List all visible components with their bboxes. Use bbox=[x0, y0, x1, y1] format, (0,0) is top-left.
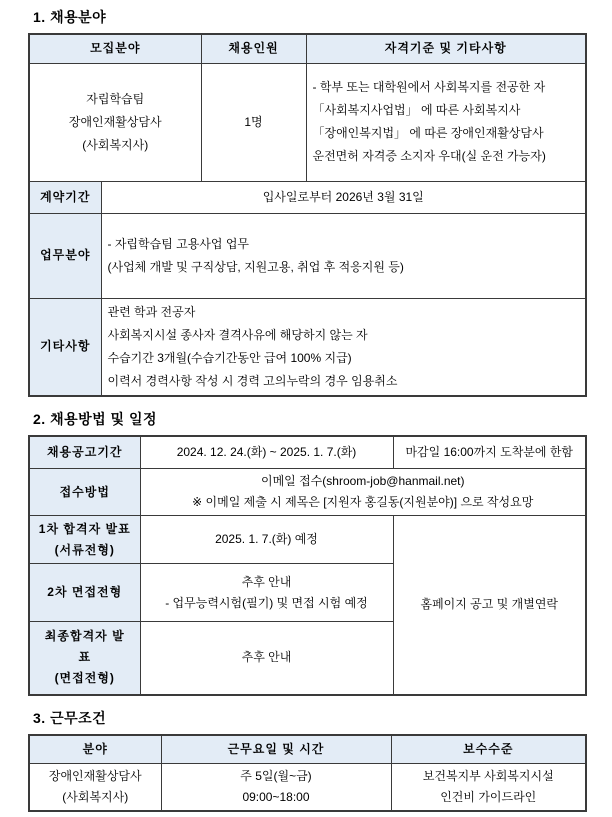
col-header-field: 모집분야 bbox=[29, 34, 201, 63]
col-header-qualifications: 자격기준 및 기타사항 bbox=[306, 34, 586, 63]
cell-work-field: 장애인재활상담사 (사회복지사) bbox=[29, 764, 161, 812]
table-header-row bbox=[29, 34, 586, 63]
cell-recruit-count: 1명 bbox=[201, 63, 306, 181]
row-label-second-interview: 2차 면접전형 bbox=[29, 564, 140, 622]
col-header-pay-level: 보수수준 bbox=[391, 735, 586, 764]
table-row bbox=[29, 764, 586, 812]
table-row bbox=[29, 469, 586, 516]
row-label-other-notes: 기타사항 bbox=[29, 298, 101, 396]
cell-first-pass-date: 2025. 1. 7.(화) 예정 bbox=[140, 516, 393, 564]
cell-work-hours: 주 5일(월~금) 09:00~18:00 bbox=[161, 764, 391, 812]
cell-deadline-note: 마감일 16:00까지 도착분에 한함 bbox=[393, 436, 586, 469]
col-header-count: 채용인원 bbox=[201, 34, 306, 63]
row-label-announcement-period: 채용공고기간 bbox=[29, 436, 140, 469]
cell-recruit-field: 자립학습팀 장애인재활상담사 (사회복지사) bbox=[29, 63, 201, 181]
table-header-row bbox=[29, 735, 586, 764]
cell-announcement-dates: 2024. 12. 24.(화) ~ 2025. 1. 7.(화) bbox=[140, 436, 393, 469]
table-row bbox=[29, 516, 586, 564]
cell-notice-method: 홈페이지 공고 및 개별연락 bbox=[393, 516, 586, 695]
row-label-duties: 업무분야 bbox=[29, 213, 101, 298]
cell-second-interview-info: 추후 안내 - 업무능력시험(필기) 및 면접 시험 예정 bbox=[140, 564, 393, 622]
table-row bbox=[29, 213, 586, 298]
cell-qualifications: - 학부 또는 대학원에서 사회복지를 전공한 자 「사회복지사업법」 에 따른 사회복지사 「장애인복지법」 에 따른 장애인재활상담사 운전면허 자격증 소지자 우대(실 운전 가능자) bbox=[306, 63, 586, 181]
table-row bbox=[29, 181, 586, 213]
col-header-work-hours: 근무요일 및 시간 bbox=[161, 735, 391, 764]
col-header-work-field: 분야 bbox=[29, 735, 161, 764]
cell-duties: - 자립학습팀 고용사업 업무 (사업체 개발 및 구직상담, 지원고용, 취업 후 적응지원 등) bbox=[101, 213, 586, 298]
cell-other-notes: 관련 학과 전공자 사회복지시설 종사자 결격사유에 해당하지 않는 자 수습기간 3개월(수습기간동안 급여 100% 지급) 이력서 경력사항 작성 시 경력 고의누락의 경우 임용취소 bbox=[101, 298, 586, 396]
section2-title: 2. 채용방법 및 일정 bbox=[33, 410, 158, 427]
table-row bbox=[29, 298, 586, 396]
row-label-first-pass: 1차 합격자 발표 (서류전형) bbox=[29, 516, 140, 564]
cell-final-pass-info: 추후 안내 bbox=[140, 622, 393, 695]
section3-title: 3. 근무조건 bbox=[33, 709, 107, 726]
cell-pay-level: 보건복지부 사회복지시설 인건비 가이드라인 bbox=[391, 764, 586, 812]
row-label-contract-period: 계약기간 bbox=[29, 181, 101, 213]
section1-title: 1. 채용분야 bbox=[33, 9, 107, 25]
row-label-application-method: 접수방법 bbox=[29, 469, 140, 516]
cell-contract-period: 입사일로부터 2026년 3월 31일 bbox=[101, 181, 586, 213]
recruitment-schedule-table bbox=[28, 435, 587, 696]
cell-application-method: 이메일 접수(shroom-job@hanmail.net) ※ 이메일 제출 시 제목은 [지원자 홍길동(지원분야)] 으로 작성요망 bbox=[140, 469, 586, 516]
working-conditions-table bbox=[28, 734, 587, 813]
table-row bbox=[29, 63, 586, 181]
table-row bbox=[29, 436, 586, 469]
row-label-final-pass: 최종합격자 발 표 (면접전형) bbox=[29, 622, 140, 695]
recruitment-field-table bbox=[28, 33, 587, 397]
